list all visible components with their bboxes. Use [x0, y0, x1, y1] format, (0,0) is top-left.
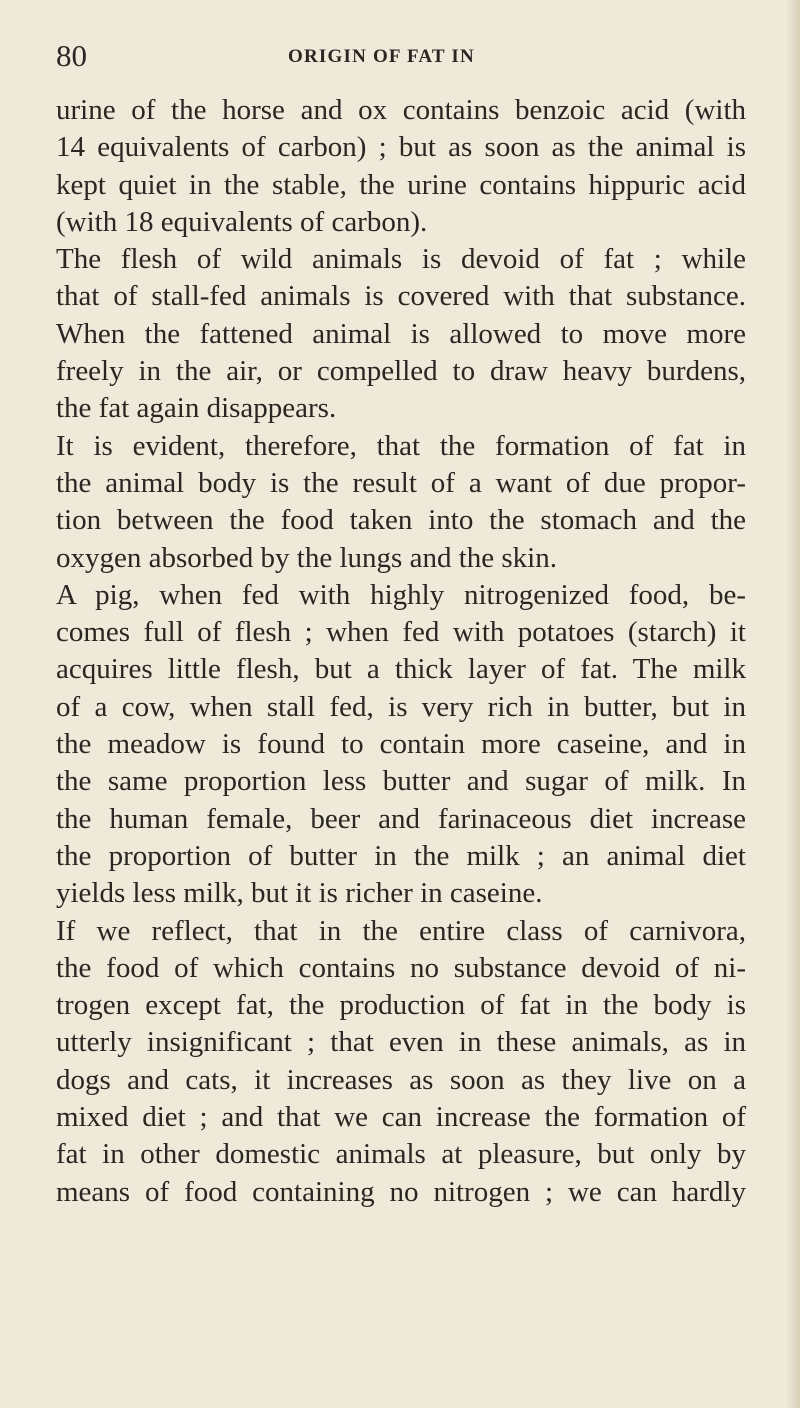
body-text: [56, 92, 746, 1211]
text-line: the proportion of butter in the milk ; an animal diet: [56, 839, 746, 872]
text-line: the food of which contains no substance devoid of ni-: [56, 951, 746, 984]
text-line: freely in the air, or compelled to draw heavy burdens,: [56, 355, 746, 388]
text-line: that of stall-fed animals is covered with that substance.: [56, 280, 746, 313]
text-line: 14 equivalents of carbon) ; but as soon as the animal is: [56, 131, 746, 164]
text-line: dogs and cats, it increases as soon as they live on a: [56, 1063, 746, 1096]
text-line: The flesh of wild animals is devoid of fat ; while: [56, 243, 746, 276]
page-header: [56, 36, 756, 76]
text-line: If we reflect, that in the entire class of carnivora,: [56, 914, 746, 947]
text-line: the meadow is found to contain more caseine, and in: [56, 728, 746, 761]
text-line: comes full of flesh ; when fed with potatoes (starch) it: [56, 616, 746, 649]
text-line: urine of the horse and ox contains benzoic acid (with: [56, 94, 746, 126]
page-edge-shadow: [786, 0, 800, 1408]
text-line: of a cow, when stall fed, is very rich in butter, but in: [56, 690, 746, 723]
text-line: the animal body is the result of a want of due propor-: [56, 466, 746, 499]
text-line: (with 18 equivalents of carbon).: [56, 205, 428, 238]
text-line: the human female, beer and farinaceous diet increase: [56, 802, 746, 835]
page-number: 80: [56, 38, 87, 73]
text-line: yields less milk, but it is richer in caseine.: [56, 877, 543, 910]
text-line: trogen except fat, the production of fat in the body is: [56, 989, 746, 1022]
running-head: ORIGIN OF FAT IN: [288, 46, 475, 67]
text-line: the same proportion less butter and sugar of milk. In: [56, 765, 746, 798]
text-line: oxygen absorbed by the lungs and the skin.: [56, 541, 557, 574]
text-line: tion between the food taken into the stomach and the: [56, 504, 746, 537]
text-line: fat in other domestic animals at pleasure, but only by: [56, 1138, 746, 1171]
text-line: It is evident, therefore, that the formation of fat in: [56, 429, 746, 462]
text-line: utterly insignificant ; that even in these animals, as in: [56, 1026, 746, 1059]
text-line: acquires little flesh, but a thick layer of fat. The milk: [56, 653, 746, 686]
text-line: means of food containing no nitrogen ; we can hardly: [56, 1175, 746, 1208]
text-line: When the fattened animal is allowed to move more: [56, 317, 746, 350]
text-line: kept quiet in the stable, the urine contains hippuric acid: [56, 168, 746, 201]
text-line: mixed diet ; and that we can increase the formation of: [56, 1101, 746, 1134]
text-line: the fat again disappears.: [56, 392, 337, 425]
text-line: A pig, when fed with highly nitrogenized food, be-: [56, 578, 746, 611]
